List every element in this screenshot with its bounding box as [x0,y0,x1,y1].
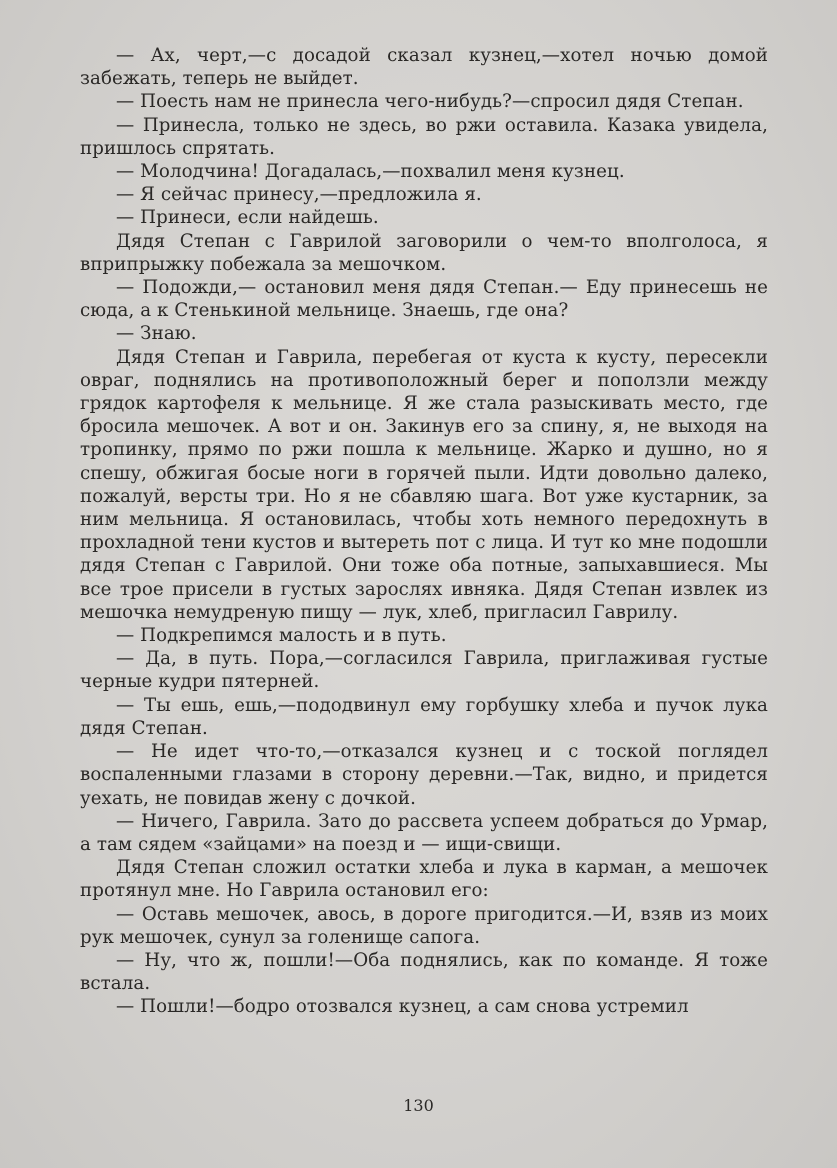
paragraph: — Подожди,— остановил меня дядя Степан.— Еду принесешь не сюда, а к Стенькиной мельнице. Знаешь, где она? [80,277,768,322]
paragraph: — Не идет что-то,—отказался кузнец и с тоской поглядел воспаленными глазами в сторону деревни.—Так, видно, и придется уехать, не повидав жену с дочкой. [80,741,768,809]
paragraph: — Ах, черт,—с досадой сказал кузнец,—хотел ночью домой забежать, теперь не выйдет. [80,45,768,90]
paragraph: — Да, в путь. Пора,—согласился Гаврила, приглаживая густые черные кудри пятерней. [80,648,768,693]
page-number: 130 [403,1096,434,1115]
paragraph: — Пошли!—бодро отозвался кузнец, а сам снова устремил [116,996,689,1018]
paragraph: — Молодчина! Догадалась,—похвалил меня кузнец. [116,161,625,183]
paragraph: — Принеси, если найдешь. [116,207,379,229]
paragraph: — Ты ешь, ешь,—пододвинул ему горбушку хлеба и пучок лука дядя Степан. [80,694,768,739]
paragraph: Дядя Степан и Гаврила, перебегая от куста к кусту, пересекли овраг, поднялись на противоположный берег и поползли между грядок картофеля к мельнице. Я же стала разыскивать место, где бросила мешочек. А вот и он. Закинув его за спину, я, не выходя на тропинку, прямо по ржи пошла к мельнице. Жарко и душно, но я спешу, обжигая босые ноги в горячей пыли. Идти довольно далеко, пожалуй, версты три. Но я не сбавляю шага. Вот уже кустарник, за ним мельница. Я остановилась, чтобы хоть немного передохнуть в прохладной тени кустов и вытереть пот с лица. И тут ко мне подошли дядя Степан с Гаврилой. Они тоже оба потные, запыхавшиеся. Мы все трое присели в густых зарослях ивняка. Дядя Степан извлек из мешочка немудреную пищу — лук, хлеб, пригласил Гаврилу. [80,346,768,623]
paragraph: — Я сейчас принесу,—предложила я. [116,184,482,206]
paragraph: Дядя Степан с Гаврилой заговорили о чем-то вполголоса, я вприпрыжку побежала за мешочком. [80,230,768,275]
paragraph: — Ну, что ж, пошли!—Оба поднялись, как по команде. Я тоже встала. [80,949,768,995]
page-text [80,44,768,1019]
paragraph: — Ничего, Гаврила. Зато до рассвета успеем добраться до Урмар, а там сядем «зайцами» на поезд и — ищи-свищи. [80,810,768,855]
paragraph: — Оставь мешочек, авось, в дороге пригодится.—И, взяв из моих рук мешочек, сунул за голенище сапога. [80,903,768,948]
paragraph: — Подкрепимся малость и в путь. [116,625,447,647]
paragraph: — Знаю. [116,323,197,345]
paragraph: — Поесть нам не принесла чего-нибудь?—спросил дядя Степан. [116,91,744,113]
paragraph: Дядя Степан сложил остатки хлеба и лука в карман, а мешочек протянул мне. Но Гаврила остановил его: [80,857,768,902]
paragraph: — Принесла, только не здесь, во ржи оставила. Казака увидела, пришлось спрятать. [80,114,768,159]
